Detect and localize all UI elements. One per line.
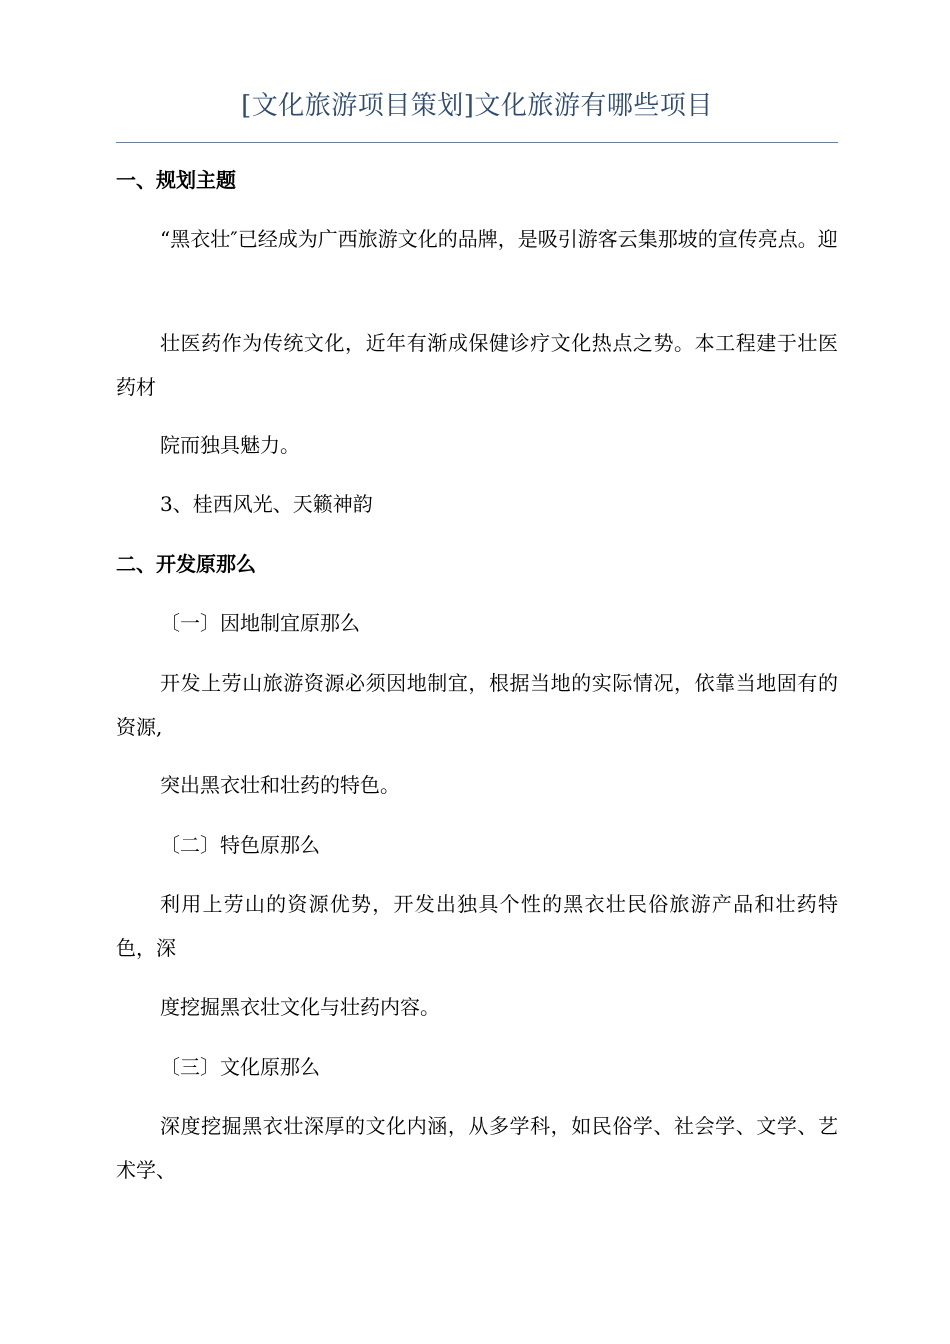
paragraph: 院而独具魅力。 — [160, 433, 300, 457]
subsection-title: 〔三〕文化原那么 — [160, 1055, 320, 1079]
paragraph: 开发上劳山旅游资源必须因地制宜，根据当地的实际情况，依靠当地固有的资源, — [116, 671, 838, 739]
paragraph: 3、桂西风光、天籁神韵 — [160, 492, 373, 516]
paragraph: 利用上劳山的资源优势，开发出独具个性的黑衣壮民俗旅游产品和壮药特色，深 — [116, 892, 838, 960]
section-heading-development-principles: 二、开发原那么 — [116, 552, 256, 576]
section-heading-planning-theme: 一、规划主题 — [116, 168, 236, 192]
subsection-title: 〔二〕特色原那么 — [160, 833, 320, 857]
paragraph: 深度挖掘黑衣壮深厚的文化内涵，从多学科，如民俗学、社会学、文学、艺术学、 — [116, 1114, 838, 1182]
paragraph: 突出黑衣壮和壮药的特色。 — [160, 773, 400, 797]
paragraph: “黑衣壮″已经成为广西旅游文化的品牌，是吸引游客云集那坡的宣传亮点。迎 — [160, 227, 838, 251]
paragraph: 度挖掘黑衣壮文化与壮药内容。 — [160, 995, 440, 1019]
document-title: [文化旅游项目策划]文化旅游有哪些项目 — [241, 91, 713, 121]
title-divider — [116, 142, 838, 143]
paragraph: 壮医药作为传统文化，近年有渐成保健诊疗文化热点之势。本工程建于壮医药材 — [116, 331, 838, 399]
subsection-title: 〔一〕因地制宜原那么 — [160, 611, 360, 635]
